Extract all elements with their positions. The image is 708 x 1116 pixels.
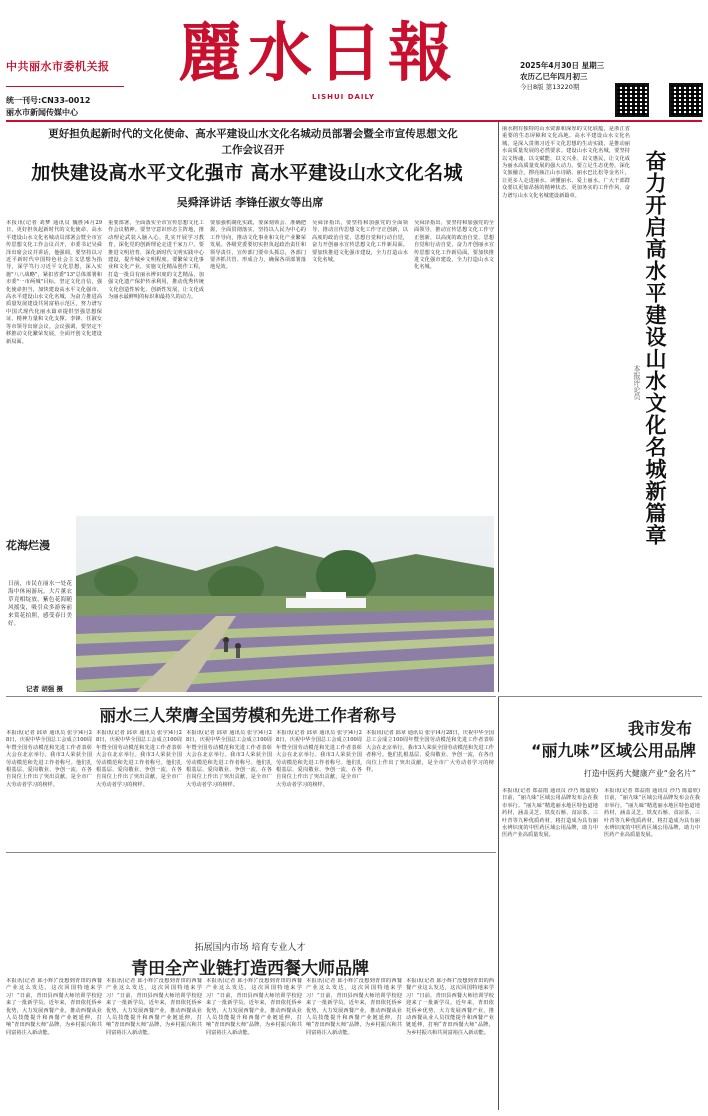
lead-headline: 加快建设高水平文化强市 高水平建设山水文化名城	[31, 162, 463, 184]
brand-col-1: 本报讯(记者 郑益雨 通讯员 沙乃 陈嘉欣)日前，“丽九味”区域公用品牌发布会在我市举行。“丽九味”精选丽水地区特色道地药材，涵盖灵芝、铁皮石斛、食凉茶、三叶青等九种优质药材，将打造成为具有丽水辨识度的中医药区域公用品牌，助力中医药产业高质量发展。	[502, 788, 598, 839]
masthead-en: LISHUI DAILY	[312, 93, 375, 101]
lavender-field-photo	[76, 516, 494, 692]
labor-col-5: 本报讯(记者 邱章 通讯员 张宇)4月28日，庆祝中华全国总工会成立100周年暨全国劳动模范和先进工作者表彰大会在北京举行。我市3人荣获全国劳动模范和先进工作者称号。他们扎根基层、爱岗敬业、争创一流，在各自岗位上作出了突出贡献，是全市广大劳动者学习的榜样。	[366, 730, 494, 774]
publisher: 丽水市新闻传媒中心	[6, 108, 78, 117]
western-col-5: 本报讯(记者 邱小辉)“没想到青田的西餐产业这么发达，这次回国特地来学习！”日前，青田县西餐大师培训学校迎来了一批新学员。近年来，青田依托侨乡优势，大力发展西餐产业，推动西餐从业人员技能提升和西餐产业链延伸，打响“青田西餐大师”品牌，为乡村振兴和共同富裕注入新动能。	[406, 978, 494, 1036]
masthead-logo: 麗水日報	[178, 16, 458, 91]
side-headline-text: 奋力开启高水平建设山水文化名城新篇章	[643, 150, 667, 546]
issue-number: 今日8版 第13220期	[520, 83, 580, 91]
western-col-4: 本报讯(记者 邱小辉)“没想到青田的西餐产业这么发达，这次回国特地来学习！”日前，青田县西餐大师培训学校迎来了一批新学员。近年来，青田依托侨乡优势，大力发展西餐产业，推动西餐从业人员技能提升和西餐产业链延伸，打响“青田西餐大师”品牌，为乡村振兴和共同富裕注入新动能。	[306, 978, 402, 1036]
lead-col-4: 吴舜泽指出，要坚持和加强党的全面领导，推动宣传思想文化工作守正创新，以高度的政治自觉、思想自觉和行动自觉，奋力开创丽水宣传思想文化工作新局面。要加快推进文化强市建设，全力打造山水文化名城。	[312, 220, 408, 264]
date-line: 2025年4月30日 星期三	[520, 61, 605, 70]
western-kicker: 拓展国内市场 培育专业人才	[194, 943, 306, 953]
labor-col-1: 本报讯(记者 邱章 通讯员 张宇)4月28日，庆祝中华全国总工会成立100周年暨全国劳动模范和先进工作者表彰大会在北京举行。我市3人荣获全国劳动模范和先进工作者称号。他们扎根基层、爱岗敬业、争创一流，在各自岗位上作出了突出贡献，是全市广大劳动者学习的榜样。	[6, 730, 92, 788]
brand-col-2: 本报讯(记者 郑益雨 通讯员 沙乃 陈嘉欣)日前，“丽九味”区域公用品牌发布会在我市举行。“丽九味”精选丽水地区特色道地药材，涵盖灵芝、铁皮石斛、食凉茶、三叶青等九种优质药材，将打造成为具有丽水辨识度的中医药区域公用品牌，助力中医药产业高质量发展。	[604, 788, 700, 839]
brand-subhead: 打造中医药大健康产业“金名片”	[583, 769, 696, 778]
qr-code-2	[669, 83, 703, 117]
labor-col-3: 本报讯(记者 邱章 通讯员 张宇)4月28日，庆祝中华全国总工会成立100周年暨全国劳动模范和先进工作者表彰大会在北京举行。我市3人荣获全国劳动模范和先进工作者称号。他们扎根基层、爱岗敬业、争创一流，在各自岗位上作出了突出贡献，是全市广大劳动者学习的榜样。	[186, 730, 272, 788]
cn-label: 统一刊号:CN33-0012	[6, 96, 91, 105]
lunar-date: 农历乙巳年四月初三	[520, 72, 588, 81]
qr-code-1	[615, 83, 649, 117]
lead-col-5: 吴舜泽指出，要坚持和加强党的全面领导，推动宣传思想文化工作守正创新，以高度的政治自觉、思想自觉和行动自觉，奋力开创丽水宣传思想文化工作新局面。要加快推进文化强市建设，全力打造山水文化名城。	[414, 220, 494, 271]
side-headline	[642, 150, 690, 590]
labor-headline: 丽水三人荣膺全国劳模和先进工作者称号	[99, 706, 397, 725]
western-headline: 青田全产业链打造西餐大师品牌	[131, 959, 369, 979]
side-author: 本报评论员	[633, 365, 641, 400]
photo-credit: 记者 胡强 摄	[26, 685, 64, 693]
lead-col-3: 要加强机制化实践，要深刻领会、准确把握，全面贯彻落实，坚持以人民为中心的工作导向，推动文化事业和文化产业繁荣发展。各级党委要切实担负起政治责任和领导责任，宣传部门要牵头抓总，各部门要齐抓共管、形成合力，确保各项部署落地见效。	[210, 220, 306, 271]
western-col-1: 本报讯(记者 邱小辉)“没想到青田的西餐产业这么发达，这次回国特地来学习！”日前，青田县西餐大师培训学校迎来了一批新学员。近年来，青田依托侨乡优势，大力发展西餐产业，推动西餐从业人员技能提升和西餐产业链延伸，打响“青田西餐大师”品牌，为乡村振兴和共同富裕注入新动能。	[6, 978, 102, 1036]
photo-caption-body: 日前，市民在丽水一处花海中休闲游玩。大片薰衣草竞相绽放，紫色花海随风摇曳，吸引众多游客前来赏花拍照，感受春日美好。	[8, 581, 72, 627]
party-line: 中共丽水市委机关报	[6, 60, 110, 73]
brand-headline-1: 我市发布	[627, 719, 692, 738]
lead-col-1: 本报讯(记者 刘梦 通讯员 魏胜)4月29日，更好担负起新时代的文化使命、高水平建设山水文化名城动员部署会暨全市宣传思想文化工作会议召开，市委书记吴舜泽出席会议并讲话，他强调，要坚持以习近平新时代中国特色社会主义思想为指导，深学笃行习近平文化思想，深入实施"八八战略"，紧扣省委"13"总体部署和市委"一市两城"目标，坚定文化自信，强化使命担当，加快建设高水平文化强市、高水平建设山水文化名城，为奋力推进高质量发展建设共同富裕示范区，努力谱写中国式现代化丽水篇章提供坚强思想保证、精神力量和文化支撑。李锋、任淑女等市领导出席会议。会议强调，要坚定不移推动文化繁荣发展，全面开创文化建设新局面。	[6, 220, 102, 345]
lead-byline: 吴舜泽讲话 李锋任淑女等出席	[176, 196, 324, 209]
photo-caption-title: 花海烂漫	[6, 539, 50, 552]
labor-col-4: 本报讯(记者 邱章 通讯员 张宇)4月28日，庆祝中华全国总工会成立100周年暨全国劳动模范和先进工作者表彰大会在北京举行。我市3人荣获全国劳动模范和先进工作者称号。他们扎根基层、爱岗敬业、争创一流，在各自岗位上作出了突出贡献，是全市广大劳动者学习的榜样。	[276, 730, 362, 788]
labor-col-2: 本报讯(记者 邱章 通讯员 张宇)4月28日，庆祝中华全国总工会成立100周年暨全国劳动模范和先进工作者表彰大会在北京举行。我市3人荣获全国劳动模范和先进工作者称号。他们扎根基层、爱岗敬业、争创一流，在各自岗位上作出了突出贡献，是全市广大劳动者学习的榜样。	[96, 730, 182, 788]
western-col-3: 本报讯(记者 邱小辉)“没想到青田的西餐产业这么发达，这次回国特地来学习！”日前，青田县西餐大师培训学校迎来了一批新学员。近年来，青田依托侨乡优势，大力发展西餐产业，推动西餐从业人员技能提升和西餐产业链延伸，打响“青田西餐大师”品牌，为乡村振兴和共同富裕注入新动能。	[206, 978, 302, 1036]
western-col-2: 本报讯(记者 邱小辉)“没想到青田的西餐产业这么发达，这次回国特地来学习！”日前，青田县西餐大师培训学校迎来了一批新学员。近年来，青田依托侨乡优势，大力发展西餐产业，推动西餐从业人员技能提升和西餐产业链延伸，打响“青田西餐大师”品牌，为乡村振兴和共同富裕注入新动能。	[106, 978, 202, 1036]
brand-headline-2: “丽九味”区域公用品牌	[530, 741, 696, 760]
side-body-col-1: 丽水拥有独特的山水资源和深厚的文化底蕴，是浙江省重要的生态屏障和文化高地。高水平建设山水文化名城，是深入贯彻习近平文化思想的生动实践，是推动丽水高质量发展的必然要求。建设山水文化名城，要坚持以文铸魂、以文赋能、以文兴业、以文惠民，让文化成为丽水高质量发展的强大动力。要立足生态优势，深化文旅融合，擦亮瓯江山水诗路、丽水巴比松等金名片，让更多人走进丽水、读懂丽水、爱上丽水。广大干部群众要以更加昂扬的精神状态、更加务实的工作作风，奋力谱写山水文化名城建设新篇章。	[502, 126, 630, 199]
lead-col-2: 重要部署，全面落实全市宣传思想文化工作会议精神。要坚守意识形态主阵地，推动理论武装入脑入心，扎实开展学习教育，深化党的创新理论走进千家万户。要推进文明培育，深化新时代文明实践中心建设，提升城乡文明程度。要繁荣文化事业和文化产业，实施文化精品创作工程，打造一批具有丽水辨识度的文艺精品，加强文化遗产保护传承利用，推动优秀传统文化创造性转化、创新性发展，让文化成为丽水最鲜明的标识和最持久的动力。	[108, 220, 204, 301]
lead-kicker: 更好担负起新时代的文化使命、高水平建设山水文化名城动员部署会暨全市宣传思想文化工作会议召开	[48, 128, 458, 156]
